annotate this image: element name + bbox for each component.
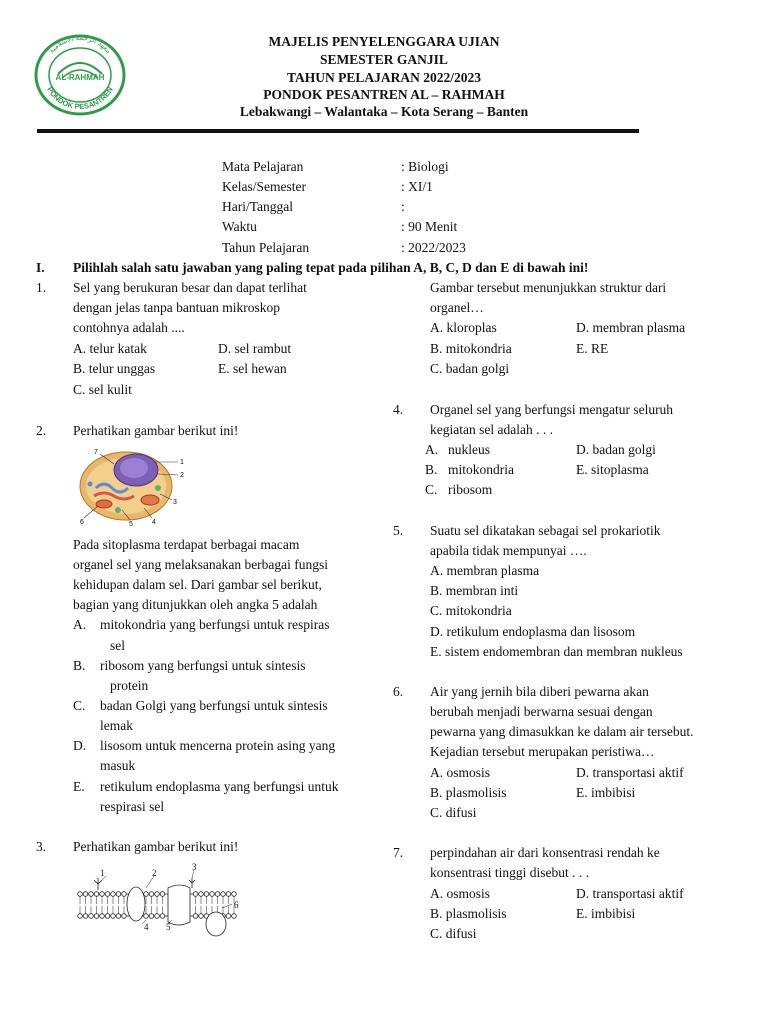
option-a: A. kloroplas: [430, 320, 497, 335]
phospholipid-head: [122, 892, 127, 897]
question-text: organel sel yang melaksanakan berbagai fungsi: [73, 557, 329, 572]
phospholipid-head: [226, 914, 231, 919]
phospholipid-head: [155, 914, 160, 919]
option-a: A. membran plasma: [430, 563, 540, 578]
option-a: A. telur katak: [73, 341, 147, 356]
header-line-1: MAJELIS PENYELENGGARA UJIAN: [268, 34, 500, 49]
logo-arabic-text: معهد الرحمة الاسلامية: [47, 34, 113, 55]
header-line-4: PONDOK PESANTREN AL – RAHMAH: [263, 87, 505, 102]
question-text: Air yang jernih bila diberi pewarna akan: [430, 684, 649, 699]
section-number: I.: [36, 260, 45, 275]
phospholipid-head: [78, 914, 83, 919]
info-label: Mata Pelajaran: [222, 159, 304, 174]
option-c: C. difusi: [430, 805, 477, 820]
option-b: B. telur unggas: [73, 361, 156, 376]
phospholipid-head: [105, 892, 110, 897]
option-e: E. imbibisi: [576, 906, 636, 921]
question-text: Sel yang berukuran besar dan dapat terlihat: [73, 280, 307, 295]
phospholipid-head: [116, 914, 121, 919]
phospholipid-head: [155, 892, 160, 897]
membrane-diagram: [72, 860, 248, 940]
membrane-label: 4: [144, 922, 149, 932]
phospholipid-head: [83, 914, 88, 919]
question-text: contohnya adalah ....: [73, 320, 185, 335]
phospholipid-head: [111, 892, 116, 897]
logo-ring-text: PONDOK PESANTREN: [45, 85, 115, 112]
option-text: respirasi sel: [100, 799, 165, 814]
question-text: Suatu sel dikatakan sebagai sel prokariotik: [430, 523, 661, 538]
phospholipid-head: [89, 914, 94, 919]
question-number: 6.: [393, 684, 404, 699]
question-text: berubah menjadi berwarna sesuai dengan: [430, 704, 653, 719]
option-b: mitokondria: [448, 462, 514, 477]
option-a: A. osmosis: [430, 765, 491, 780]
info-value: : Biologi: [401, 159, 449, 174]
question-number: 2.: [36, 423, 47, 438]
question-text: perpindahan air dari konsentrasi rendah ke: [430, 845, 660, 860]
question-text: apabila tidak mempunyai ….: [430, 543, 587, 558]
question-text: Perhatikan gambar berikut ini!: [73, 839, 239, 854]
phospholipid-head: [100, 914, 105, 919]
question-number: 4.: [393, 402, 404, 417]
phospholipid-head: [94, 914, 99, 919]
header-line-2: SEMESTER GANJIL: [320, 52, 448, 67]
option-d: D. retikulum endoplasma dan lisosom: [430, 624, 636, 639]
phospholipid-head: [100, 892, 105, 897]
option-b: B. plasmolisis: [430, 785, 507, 800]
option-letter: C.: [425, 482, 438, 497]
question-text: Pada sitoplasma terdapat berbagai macam: [73, 537, 300, 552]
option-text: protein: [110, 678, 149, 693]
option-text: retikulum endoplasma yang berfungsi untuk: [100, 779, 339, 794]
phospholipid-head: [221, 892, 226, 897]
membrane-label: 5: [166, 922, 171, 932]
phospholipid-head: [149, 892, 154, 897]
option-d: D. badan golgi: [576, 442, 656, 457]
question-text: konsentrasi tinggi disebut . . .: [430, 865, 589, 880]
option-letter: B.: [425, 462, 438, 477]
membrane-label: 6: [234, 900, 239, 910]
cell-label: 6: [80, 519, 84, 526]
cell-label: 5: [129, 521, 133, 528]
question-text: kehidupan dalam sel. Dari gambar sel berikut,: [73, 577, 322, 592]
option-letter: B.: [73, 658, 86, 673]
option-c: C. sel kulit: [73, 382, 132, 397]
option-text: sel: [110, 638, 125, 653]
phospholipid-head: [204, 892, 209, 897]
phospholipid-head: [199, 914, 204, 919]
question-text: Organel sel yang berfungsi mengatur seluruh: [430, 402, 674, 417]
logo-text: AL-RAHMAH: [55, 73, 105, 82]
option-b: B. mitokondria: [430, 341, 512, 356]
phospholipid-head: [116, 892, 121, 897]
option-letter: A.: [73, 617, 87, 632]
question-number: 3.: [36, 839, 47, 854]
option-letter: D.: [73, 738, 87, 753]
info-label: Waktu: [222, 219, 257, 234]
option-text: ribosom yang berfungsi untuk sintesis: [100, 658, 306, 673]
cell-label: 7: [94, 449, 98, 456]
question-number: 5.: [393, 523, 404, 538]
question-number: 1.: [36, 280, 47, 295]
phospholipid-head: [144, 914, 149, 919]
option-text: lemak: [100, 718, 133, 733]
option-c: C. mitokondria: [430, 603, 512, 618]
question-text: Gambar tersebut menunjukkan struktur dari: [430, 280, 667, 295]
option-e: E. sistem endomembran dan membran nukleus: [430, 644, 683, 659]
phospholipid-head: [160, 892, 165, 897]
question-text: dengan jelas tanpa bantuan mikroskop: [73, 300, 280, 315]
info-value: :: [401, 199, 405, 214]
phospholipid-head: [149, 914, 154, 919]
phospholipid-head: [105, 914, 110, 919]
phospholipid-head: [78, 892, 83, 897]
option-text: badan Golgi yang berfungsi untuk sintesis: [100, 698, 328, 713]
phospholipid-head: [199, 892, 204, 897]
option-letter: E.: [73, 779, 85, 794]
phospholipid-head: [122, 914, 127, 919]
option-text: mitokondria yang berfungsi untuk respiras: [100, 617, 330, 632]
phospholipid-head: [215, 892, 220, 897]
membrane-label: 3: [192, 862, 197, 872]
info-label: Tahun Pelajaran: [222, 240, 310, 255]
option-text: masuk: [100, 758, 136, 773]
option-c: C. difusi: [430, 926, 477, 941]
phospholipid-head: [232, 914, 237, 919]
question-text: Perhatikan gambar berikut ini!: [73, 423, 239, 438]
question-number: 7.: [393, 845, 404, 860]
phospholipid-head: [111, 914, 116, 919]
cell-label: 1: [180, 459, 184, 466]
option-a: nukleus: [448, 442, 490, 457]
option-d: D. membran plasma: [576, 320, 686, 335]
question-text: Kejadian tersebut merupakan peristiwa…: [430, 744, 655, 759]
option-c: C. badan golgi: [430, 361, 510, 376]
question-text: pewarna yang dimasukkan ke dalam air tersebut.: [430, 724, 694, 739]
phospholipid-head: [193, 914, 198, 919]
option-b: B. membran inti: [430, 583, 519, 598]
option-text: lisosom untuk mencerna protein asing yang: [100, 738, 336, 753]
membrane-label: 1: [100, 868, 105, 878]
header-divider: [37, 129, 639, 133]
option-e: E. sel hewan: [218, 361, 287, 376]
option-letter: A.: [425, 442, 439, 457]
phospholipid-head: [144, 892, 149, 897]
cell-label: 2: [180, 472, 184, 479]
option-e: E. imbibisi: [576, 785, 636, 800]
option-d: D. sel rambut: [218, 341, 292, 356]
option-e: E. RE: [576, 341, 609, 356]
phospholipid-head: [89, 892, 94, 897]
option-d: D. transportasi aktif: [576, 886, 684, 901]
info-value: : 2022/2023: [401, 240, 466, 255]
phospholipid-head: [94, 892, 99, 897]
question-text: bagian yang ditunjukkan oleh angka 5 adalah: [73, 597, 318, 612]
phospholipid-head: [226, 892, 231, 897]
header-line-3: TAHUN PELAJARAN 2022/2023: [286, 70, 481, 85]
option-a: A. osmosis: [430, 886, 491, 901]
option-letter: C.: [73, 698, 86, 713]
phospholipid-head: [232, 892, 237, 897]
section-instruction: Pilihlah salah satu jawaban yang paling tepat pada pilihan A, B, C, D dan E di bawah ini!: [73, 260, 589, 275]
phospholipid-head: [210, 892, 215, 897]
cell-label: 3: [173, 499, 177, 506]
membrane-label: 2: [152, 868, 157, 878]
info-value: : XI/1: [401, 179, 433, 194]
question-text: organel…: [430, 300, 484, 315]
option-d: D. transportasi aktif: [576, 765, 684, 780]
phospholipid-head: [160, 914, 165, 919]
phospholipid-head: [83, 892, 88, 897]
option-c: ribosom: [448, 482, 493, 497]
option-b: B. plasmolisis: [430, 906, 507, 921]
info-label: Hari/Tanggal: [222, 199, 294, 214]
info-label: Kelas/Semester: [222, 179, 306, 194]
header-line-5: Lebakwangi – Walantaka – Kota Serang – Banten: [239, 104, 529, 119]
option-e: E. sitoplasma: [576, 462, 649, 477]
question-text: kegiatan sel adalah . . .: [430, 422, 553, 437]
phospholipid-head: [193, 892, 198, 897]
cell-label: 4: [152, 519, 156, 526]
info-value: : 90 Menit: [401, 219, 458, 234]
cell-diagram: [74, 444, 190, 528]
